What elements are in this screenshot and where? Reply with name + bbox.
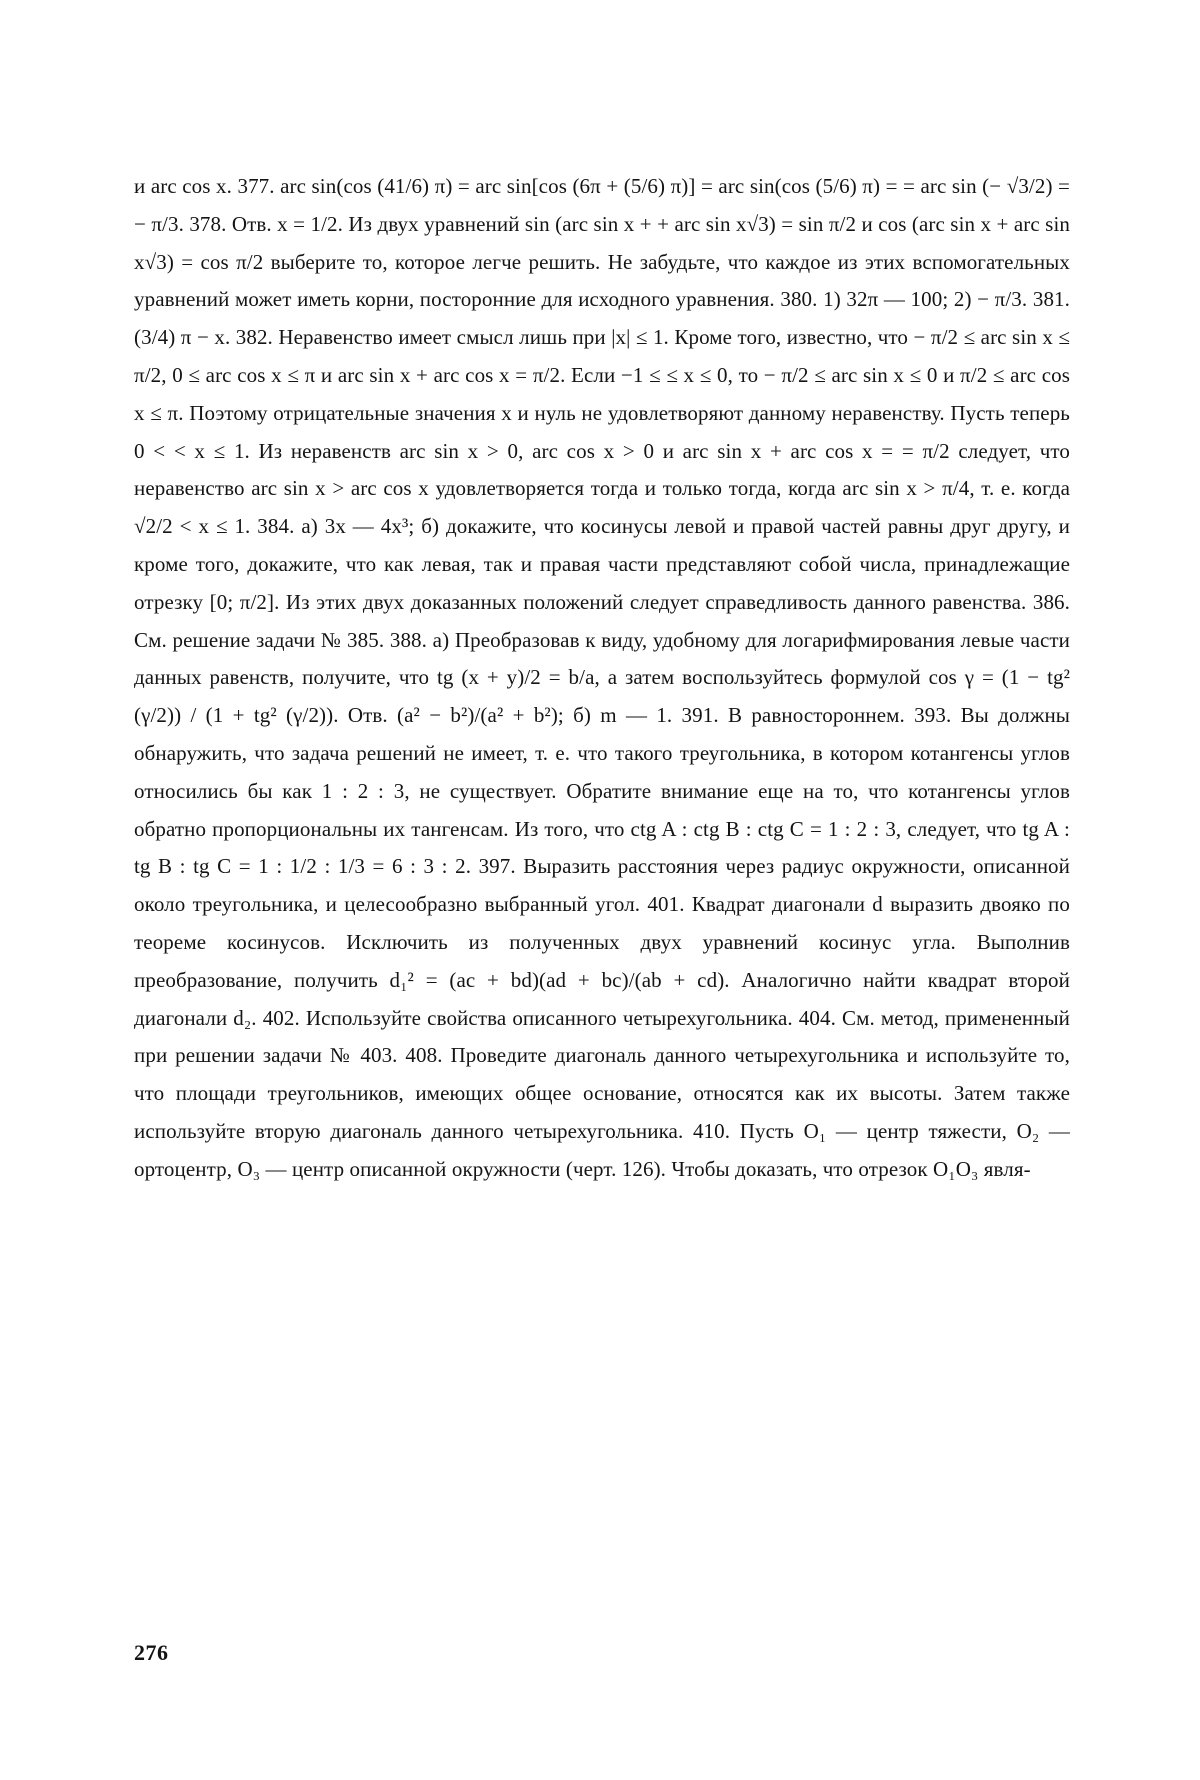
page-number: 276 <box>134 1640 169 1665</box>
paragraph: и arc cos x. 377. arc sin(cos (41/6) π) = arc sin[cos (6π + (5/6) π)] = arc sin(cos (5/6) π) = = arc sin (− √3/2) = − π/3. 378. Отв. x = 1/2. Из двух уравнений sin (arc sin x + + arc sin x√3) = sin π/2 и cos (arc sin x + arc sin x√3) = cos π/2 выберите то, которое легче решить. Не забудьте, что каждое из этих вспомогательных уравнений может иметь корни, посторонние для исходного уравнения. 380. 1) 32π — 100; 2) − π/3. 381. (3/4) π − x. 382. Неравенство имеет смысл лишь при |x| ≤ 1. Кроме того, известно, что − π/2 ≤ arc sin x ≤ π/2, 0 ≤ arc cos x ≤ π и arc sin x + arc cos x = π/2. Если −1 ≤ ≤ x ≤ 0, то − π/2 ≤ arc sin x ≤ 0 и π/2 ≤ arc cos x ≤ π. Поэтому отрицательные значения x и нуль не удовлетворяют данному неравенству. Пусть теперь 0 < < x ≤ 1. Из неравенств arc sin x > 0, arc cos x > 0 и arc sin x + arc cos x = = π/2 следует, что неравенство arc sin x > arc cos x удовлетворяется тогда и только тогда, когда arc sin x > π/4, т. е. когда √2/2 < x ≤ 1. 384. а) 3x — 4x³; б) докажите, что косинусы левой и правой частей равны друг другу, и кроме того, докажите, что как левая, так и правая части представляют собой числа, принадлежащие отрезку [0; π/2]. Из этих двух доказанных положений следует справедливость данного равенства. 386. См. решение задачи № 385. 388. а) Преобразовав к виду, удобному для логарифмирования левые части данных равенств, получите, что tg (x + y)/2 = b/a, а затем воспользуйтесь формулой cos γ = (1 − tg² (γ/2)) / (1 + tg² (γ/2)). Отв. (a² − b²)/(a² + b²); б) m — 1. 391. В равностороннем. 393. Вы должны обнаружить, что задача решений не имеет, т. е. что такого треугольника, в котором котангенсы углов относились бы как 1 : 2 : 3, не существует. Обратите внимание еще на то, что котангенсы углов обратно пропорциональны их тангенсам. Из того, что ctg A : ctg B : ctg C = 1 : 2 : 3, следует, что tg A : tg B : tg C = 1 : 1/2 : 1/3 = 6 : 3 : 2. 397. Выразить расстояния через радиус окружности, описанной около треугольника, и целесообразно выбранный угол. 401. Квадрат диагонали d выразить двояко по теореме косинусов. Исключить из полученных двух уравнений косинус угла. Выполнив преобразование, получить d₁² = (ac + bd)(ad + bc)/(ab + cd). Аналогично найти квадрат второй диагонали d₂. 402. Используйте свойства описанного четырехугольника. 404. См. метод, примененный при решении задачи № 403. 408. Проведите диагональ данного четырехугольника и используйте то, что площади треугольников, имеющих общее основание, относятся как их высоты. Затем также используйте вторую диагональ данного четырехугольника. 410. Пусть O₁ — центр тяжести, O₂ — ортоцентр, O₃ — центр описанной окружности (черт. 126). Чтобы доказать, что отрезок O₁O₃ явля- <box>134 174 1070 1181</box>
body-text <box>134 168 1070 1189</box>
